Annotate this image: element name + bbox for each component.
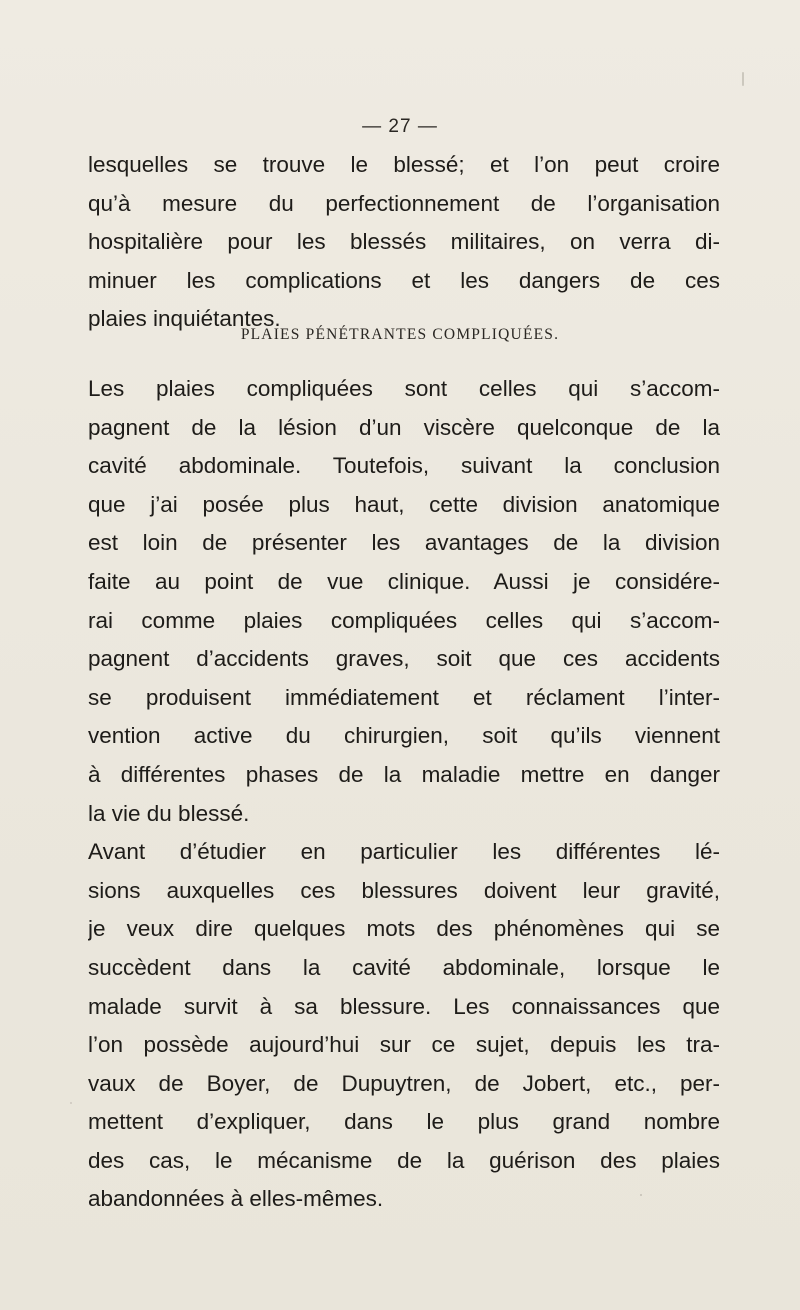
paper-speck: [640, 1194, 642, 1196]
text-line: à différentes phases de la maladie mettre en danger: [88, 761, 720, 787]
text-line: se produisent immédiatement et réclament l’inter-: [88, 684, 720, 710]
body-text: [88, 370, 720, 1219]
text-line: mettent d’expliquer, dans le plus grand nombre: [88, 1109, 720, 1135]
text-line: abandonnées à elles-mêmes.: [88, 1186, 384, 1212]
paper-speck: [70, 1102, 72, 1104]
text-line: la vie du blessé.: [88, 800, 250, 826]
text-line: qu’à mesure du perfectionnement de l’organisation: [88, 190, 720, 216]
text-line: Les plaies compliquées sont celles qui s’accom-: [88, 376, 720, 401]
text-line: faite au point de vue clinique. Aussi je considére-: [88, 568, 720, 594]
text-line: pagnent de la lésion d’un viscère quelconque de la: [88, 414, 720, 440]
page-number: — 27 —: [362, 116, 438, 137]
text-line: minuer les complications et les dangers de ces: [88, 267, 720, 293]
text-line: vaux de Boyer, de Dupuytren, de Jobert, etc., per-: [88, 1070, 720, 1096]
text-line: lesquelles se trouve le blessé; et l’on peut croire: [88, 152, 720, 177]
text-line: sions auxquelles ces blessures doivent leur gravité,: [88, 877, 720, 903]
text-line: je veux dire quelques mots des phénomènes qui se: [88, 916, 720, 942]
text-line: des cas, le mécanisme de la guérison des plaies: [88, 1147, 720, 1173]
text-line: rai comme plaies compliquées celles qui s’accom-: [88, 607, 720, 633]
text-line: plaies inquiétantes.: [88, 306, 281, 332]
text-line: est loin de présenter les avantages de la division: [88, 530, 720, 556]
text-line: succèdent dans la cavité abdominale, lorsque le: [88, 954, 720, 980]
section-heading: PLAIES PÉNÉTRANTES COMPLIQUÉES.: [240, 326, 560, 343]
text-line: hospitalière pour les blessés militaires, on verra di-: [88, 229, 720, 255]
text-line: que j’ai posée plus haut, cette division anatomique: [88, 491, 720, 517]
text-line: l’on possède aujourd’hui sur ce sujet, depuis les tra-: [88, 1032, 720, 1058]
intro-paragraph: [88, 146, 720, 339]
paper-speck: [742, 72, 744, 86]
text-line: malade survit à sa blessure. Les connaissances que: [88, 993, 720, 1019]
text-line: cavité abdominale. Toutefois, suivant la conclusion: [88, 453, 720, 479]
text-line: pagnent d’accidents graves, soit que ces accidents: [88, 646, 720, 672]
text-line: vention active du chirurgien, soit qu’ils viennent: [88, 723, 720, 749]
text-line: Avant d’étudier en particulier les différentes lé-: [88, 839, 720, 865]
